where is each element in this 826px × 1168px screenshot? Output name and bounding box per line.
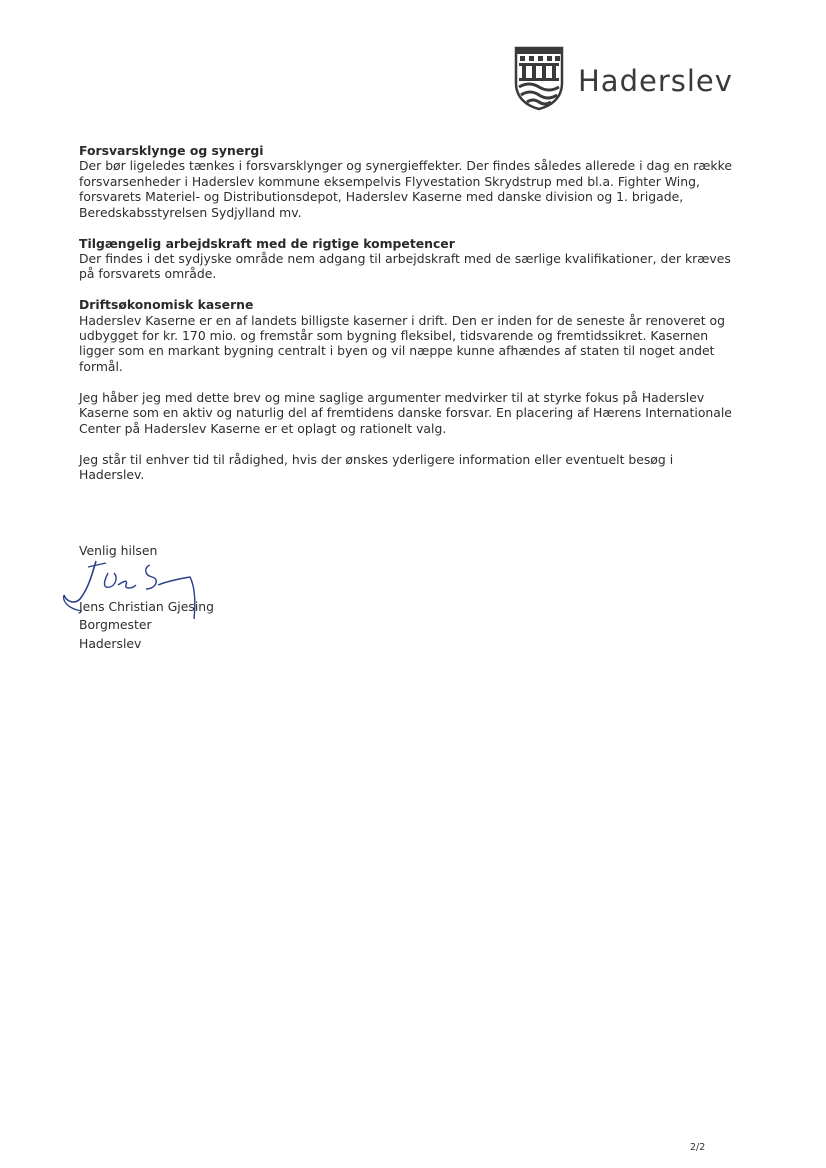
section-text: Der bør ligeledes tænkes i forsvarsklynger og synergieffekter. Der findes således allerede i dag en række forsvarsenheder i Haderslev kommune eksempelvis Flyvestation Skrydstrup med bl.a. Fighter Wing, forsvarets Materiel- og Distributionsdepot, Haderslev Kaserne med danske division og 1. brigade, Beredskabsstyrelsen Sydjylland mv.	[79, 158, 732, 220]
section-heading: Tilgængelig arbejdskraft med de rigtige kompetencer	[79, 235, 455, 251]
section-heading: Forsvarsklynge og synergi	[79, 143, 264, 158]
section-text: Haderslev Kaserne er en af landets billigste kaserner i drift. Den er inden for de seneste år renoveret og udbygget for kr. 170 mio. og fremstår som bygning fleksibel, tidsvarende og fremtidssikret. Kasernen ligger som en markant bygning centralt i byen og vil næppe kunne afhændes af staten til noget andet formål.	[79, 312, 725, 374]
letter-body	[79, 143, 739, 498]
haderslev-coat-of-arms-icon	[513, 45, 565, 111]
paragraph-availability: Jeg står til enhver tid til rådighed, hvis der ønskes yderligere information eller eventuelt besøg i Haderslev.	[79, 451, 674, 482]
signatory-name: Jens Christian Gjesing	[79, 598, 214, 614]
closing-greeting: Venlig hilsen	[79, 543, 158, 558]
haderslev-logo	[513, 45, 758, 111]
section-text: Der findes i det sydjyske område nem adgang til arbejdskraft med de særlige kvalifikationer, der kræves på forsvarets område.	[79, 250, 731, 282]
signatory-title: Borgmester	[79, 617, 152, 632]
page-number: 2/2	[690, 1142, 706, 1153]
paragraph-focus: Jeg håber jeg med dette brev og mine saglige argumenter medvirker til at styrke fokus på Haderslev Kaserne som en aktiv og naturlig del af fremtidens danske forsvar. En placering af Hærens Internationale Center på Haderslev Kaserne er et oplagt og rationelt valg.	[79, 389, 732, 436]
logo-wordmark: Haderslev	[578, 64, 733, 98]
handwritten-signature	[58, 555, 208, 625]
section-driftsokonomisk	[79, 297, 739, 374]
section-heading: Driftsøkonomisk kaserne	[79, 297, 254, 313]
signatory-place: Haderslev	[79, 635, 142, 651]
section-arbejdskraft	[79, 236, 739, 282]
section-forsvarsklynge	[79, 143, 739, 220]
